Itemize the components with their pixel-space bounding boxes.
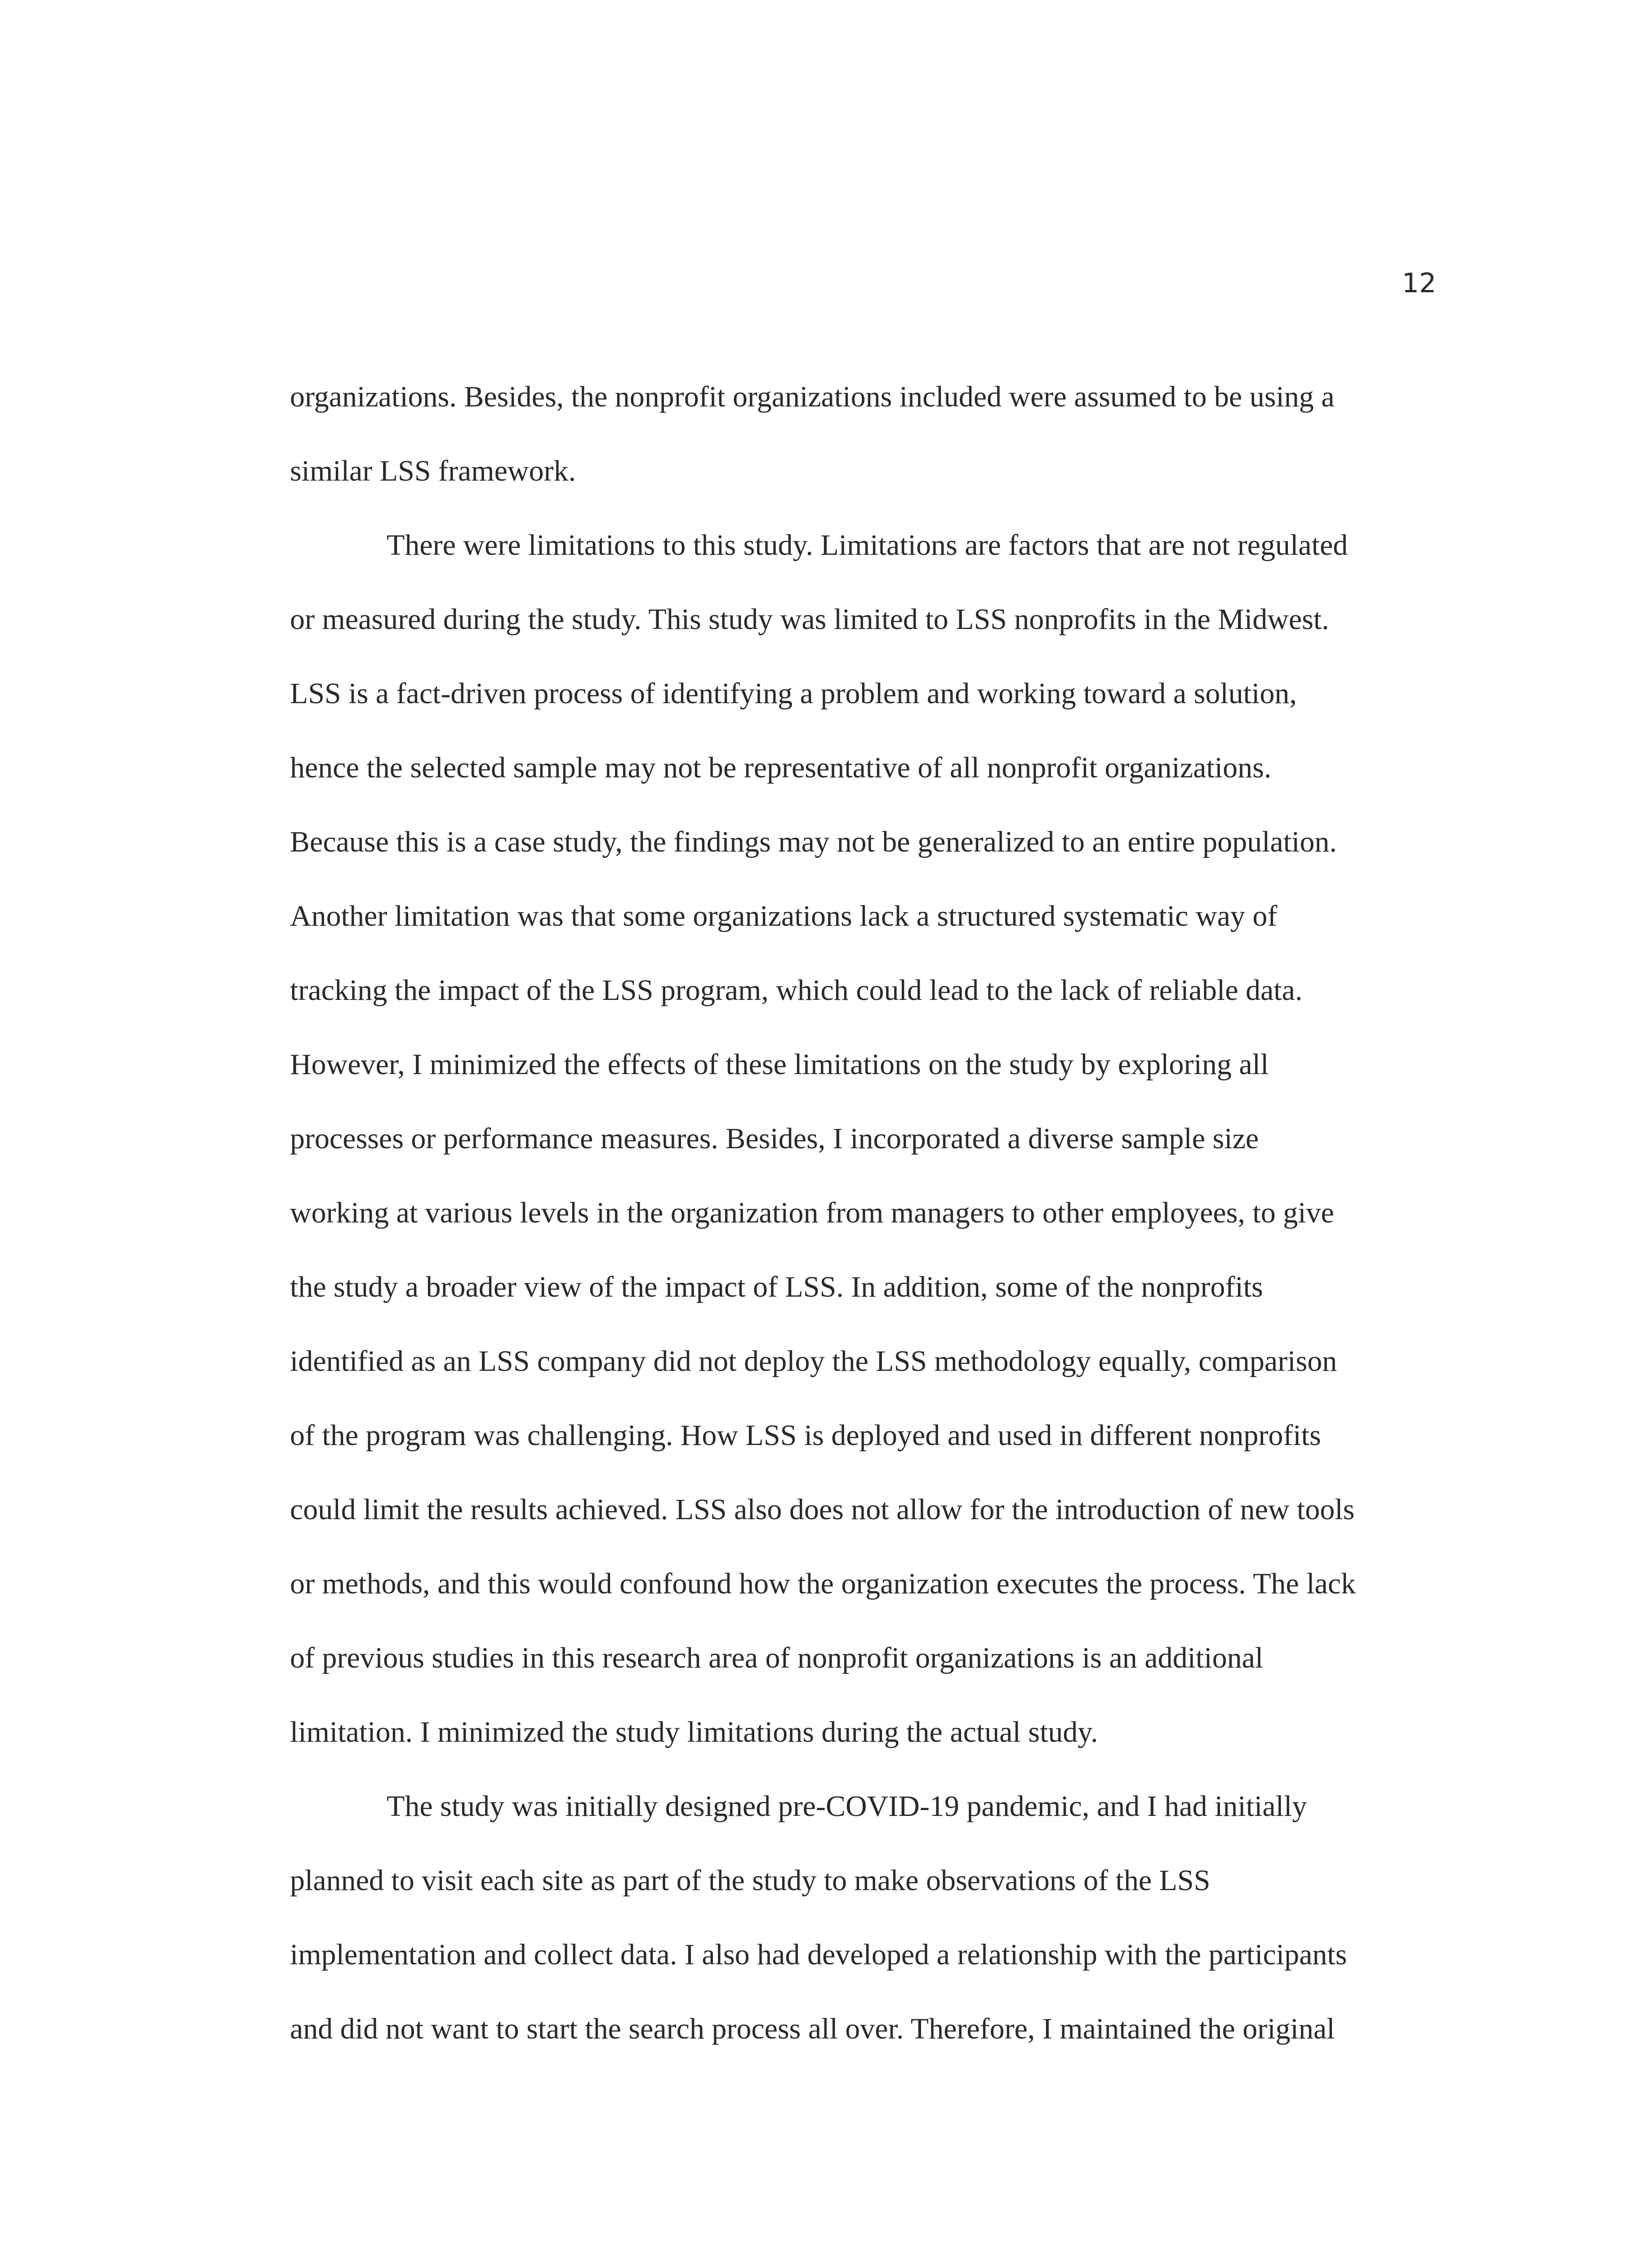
text-line: processes or performance measures. Besides, I incorporated a diverse sample size xyxy=(290,1122,1259,1155)
text-line: However, I minimized the effects of these limitations on the study by exploring all xyxy=(290,1048,1269,1081)
text-line: There were limitations to this study. Limitations are factors that are not regulated xyxy=(387,529,1348,562)
page-number: 12 xyxy=(1402,268,1436,299)
text-line: the study a broader view of the impact of LSS. In addition, some of the nonprofits xyxy=(290,1271,1263,1303)
text-line: The study was initially designed pre-COVID-19 pandemic, and I had initially xyxy=(387,1790,1307,1823)
text-line: and did not want to start the search process all over. Therefore, I maintained the original xyxy=(290,2012,1335,2045)
paragraph-3 xyxy=(290,1769,1459,2066)
text-line: implementation and collect data. I also had developed a relationship with the participants xyxy=(290,1938,1347,1971)
text-line: similar LSS framework. xyxy=(290,455,576,487)
text-line: or methods, and this would confound how the organization executes the process. The lack xyxy=(290,1567,1356,1600)
text-line: Another limitation was that some organizations lack a structured systematic way of xyxy=(290,900,1278,932)
text-line: hence the selected sample may not be representative of all nonprofit organizations. xyxy=(290,751,1272,784)
text-line: tracking the impact of the LSS program, which could lead to the lack of reliable data. xyxy=(290,974,1303,1007)
text-line: of the program was challenging. How LSS is deployed and used in different nonprofits xyxy=(290,1419,1321,1452)
text-line: organizations. Besides, the nonprofit organizations included were assumed to be using a xyxy=(290,380,1335,413)
paragraph-1 xyxy=(290,360,1459,508)
text-line: planned to visit each site as part of the study to make observations of the LSS xyxy=(290,1864,1211,1897)
text-line: LSS is a fact-driven process of identifying a problem and working toward a solution, xyxy=(290,677,1297,710)
text-line: could limit the results achieved. LSS also does not allow for the introduction of new tools xyxy=(290,1493,1355,1526)
text-line: identified as an LSS company did not deploy the LSS methodology equally, comparison xyxy=(290,1345,1337,1378)
text-line: or measured during the study. This study was limited to LSS nonprofits in the Midwest. xyxy=(290,603,1329,636)
text-line: Because this is a case study, the findings may not be generalized to an entire population. xyxy=(290,825,1337,858)
paragraph-2 xyxy=(290,508,1459,1769)
text-line: of previous studies in this research area of nonprofit organizations is an additional xyxy=(290,1641,1264,1674)
text-line: working at various levels in the organization from managers to other employees, to give xyxy=(290,1196,1334,1229)
text-line: limitation. I minimized the study limitations during the actual study. xyxy=(290,1716,1098,1748)
body-text xyxy=(290,360,1459,2066)
